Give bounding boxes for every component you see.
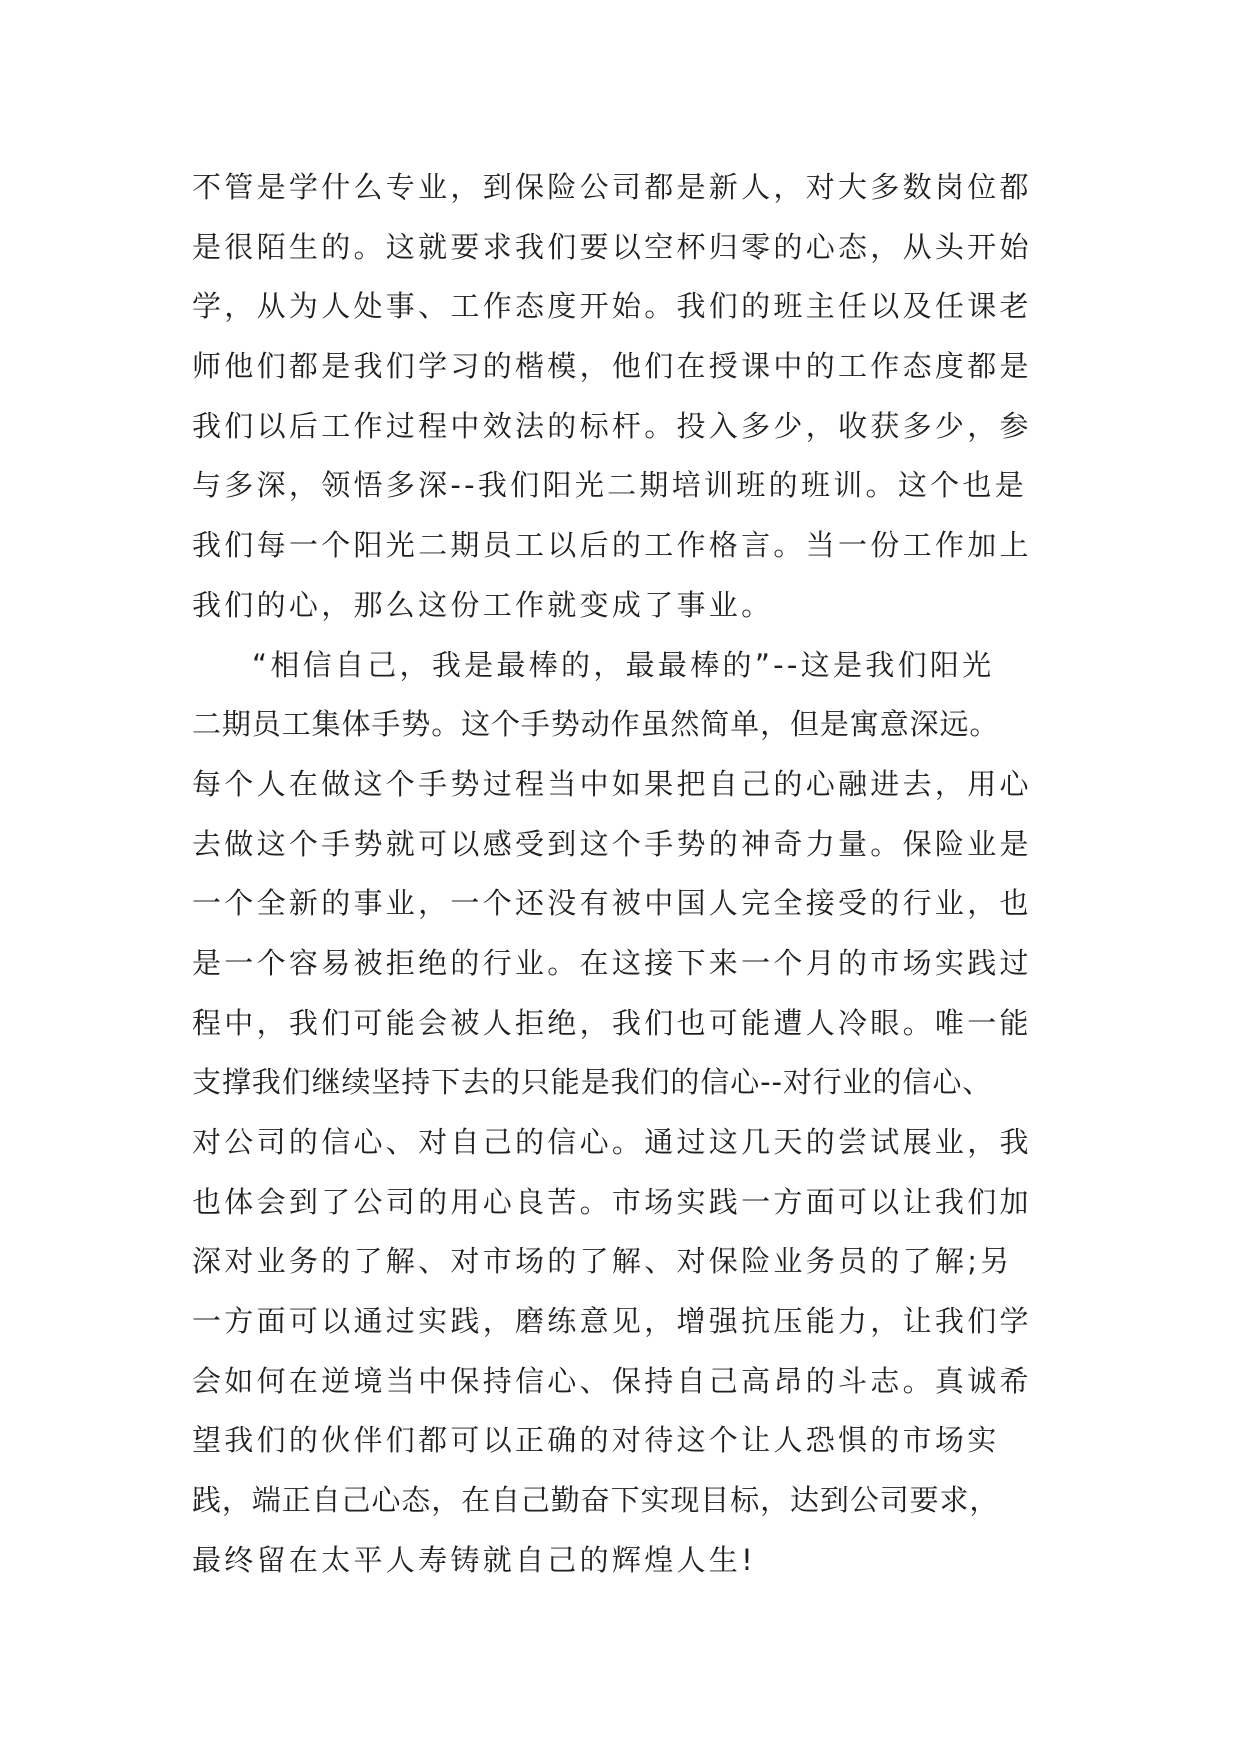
text-line: 一个全新的事业，一个还没有被中国人完全接受的行业，也 (192, 886, 1032, 921)
text-line: 望我们的伙伴们都可以正确的对待这个让人恐惧的市场实 (192, 1423, 1000, 1458)
text-line: 是一个容易被拒绝的行业。在这接下来一个月的市场实践过 (192, 945, 1032, 980)
text-line: 最终留在太平人寿铸就自己的辉煌人生! (192, 1542, 757, 1577)
text-line: 去做这个手势就可以感受到这个手势的神奇力量。保险业是 (192, 826, 1032, 861)
text-line: 是很陌生的。这就要求我们要以空杯归零的心态，从头开始 (192, 229, 1032, 264)
text-line: 对公司的信心、对自己的信心。通过这几天的尝试展业，我 (192, 1125, 1032, 1159)
text-line: 与多深，领悟多深--我们阳光二期培训班的班训。这个也是 (192, 468, 1028, 503)
text-line: 深对业务的了解、对市场的了解、对保险业务员的了解;另 (192, 1244, 1013, 1279)
text-line: 我们每一个阳光二期员工以后的工作格言。当一份工作加上 (192, 528, 1032, 563)
text-line: 践，端正自己心态，在自己勤奋下实现目标，达到公司要求， (192, 1483, 1000, 1518)
text-line: 每个人在做这个手势过程当中如果把自己的心融进去，用心 (192, 766, 1032, 801)
text-line: 不管是学什么专业，到保险公司都是新人，对大多数岗位都 (192, 170, 1032, 204)
text-line: 我们的心，那么这份工作就变成了事业。 (192, 587, 774, 622)
text-line: 二期员工集体手势。这个手势动作虽然简单，但是寓意深远。 (192, 707, 1000, 742)
body-text (192, 158, 1092, 1591)
text-line: 我们以后工作过程中效法的标杆。投入多少，收获多少，参 (192, 408, 1032, 443)
text-line: 学，从为人处事、工作态度开始。我们的班主任以及任课老 (192, 289, 1032, 324)
text-line: 会如何在逆境当中保持信心、保持自己高昂的斗志。真诚希 (192, 1363, 1032, 1398)
paragraph-start-line: “相信自己，我是最棒的，最最棒的”--这是我们阳光 (252, 647, 995, 682)
text-line: 支撑我们继续坚持下去的只能是我们的信心--对行业的信心、 (192, 1065, 993, 1100)
text-line: 一方面可以通过实践，磨练意见，增强抗压能力，让我们学 (192, 1304, 1032, 1339)
text-line: 程中，我们可能会被人拒绝，我们也可能遭人冷眼。唯一能 (192, 1005, 1032, 1040)
text-line: 师他们都是我们学习的楷模，他们在授课中的工作态度都是 (192, 349, 1032, 384)
text-line: 也体会到了公司的用心良苦。市场实践一方面可以让我们加 (192, 1184, 1032, 1219)
